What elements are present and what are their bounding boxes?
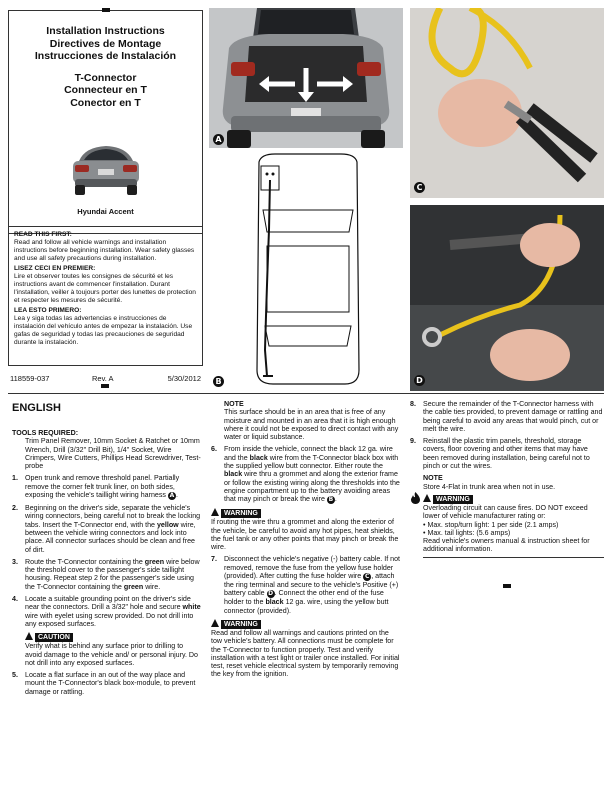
step-3-number: 3. <box>12 557 18 566</box>
fire-icon <box>410 492 421 504</box>
step-9 <box>410 437 604 470</box>
read-first-fr-text: Lire et observer toutes les consignes de sécurité et les instructions avant de commencer l'installation. Durant l'installation, veiller à toujours porter des lunettes de protection et respecter les mesures de sécurité. <box>14 273 196 304</box>
step-3-text-c: wire. <box>145 582 161 591</box>
section-divider <box>8 393 604 394</box>
note-2-label: NOTE <box>423 474 443 483</box>
step-4-text-b: wire with eyelet using screw provided. Do not drill into any exposed surfaces. <box>25 611 194 628</box>
figure-d-photo <box>410 205 604 391</box>
note-2-text: Store 4-Flat in trunk area when not in use. <box>423 482 556 491</box>
read-first-panel <box>8 226 203 366</box>
product-es: Conector en T <box>70 96 141 109</box>
step-5-number: 5. <box>12 671 18 680</box>
step-2-text-b: wire, between the vehicle wiring connectors and lock into place. All connector surfaces should be clean and free of dirt. <box>25 520 196 554</box>
step-8-number: 8. <box>410 400 416 408</box>
figure-d-ref: D <box>268 590 274 598</box>
binding-tab-right <box>503 584 511 588</box>
step-9-text: Reinstall the plastic trim panels, threshold, storage covers, floor covering and other items that may have been removed during installation, being careful not to pinch or cut the wires. <box>423 437 590 471</box>
figure-a-ref: A <box>169 492 175 500</box>
car-topview-diagram <box>209 150 403 390</box>
step-7-text-c: . Connect the other end of the fuse holder to the <box>224 589 384 607</box>
warning-triangle-icon <box>211 619 219 627</box>
warning-2-label: WARNING <box>221 620 261 629</box>
warning-2-text: Read and follow all warnings and cautions printed on the tow vehicle's battery. All connections must be complete for the T-Connector to function properly. Test and verify installation with a test light or trailer once installed. For initial test, reset vehicle electrical system by temporarily removing the key from the ignition. <box>211 628 400 679</box>
column-3 <box>410 400 604 558</box>
warning-3-bullet-1: • Max. stop/turn light: 1 per side (2.1 amps) <box>423 520 559 529</box>
title-fr: Directives de Montage <box>49 37 162 50</box>
warning-triangle-icon <box>211 508 219 516</box>
figure-b-diagram <box>209 150 403 390</box>
read-first-es-heading: LEA ESTO PRIMERO: <box>14 307 82 314</box>
product-fr: Connecteur en T <box>64 84 147 96</box>
caution-text: Verify what is behind any surface prior to drilling to avoid damage to the vehicle and/ or personal injury. Do not drill into any exposed surfaces. <box>25 642 198 667</box>
tools-text: Trim Panel Remover, 10mm Socket & Ratchet or 10mm Wrench, Drill (3/32" Drill Bit), 1/4" Socket, Wire Crimpers, Wire Cutters, Phillips Head Screwdriver, Test-probe <box>25 437 201 471</box>
warning-1-text: If routing the wire thru a grommet and along the exterior of the vehicle, be careful to avoid any hot pipes, heat shields, the fuel tank or any other points that may pinch or break the wire. <box>211 518 399 552</box>
step-6-color: black <box>249 453 268 462</box>
step-4-color: white <box>182 603 201 612</box>
step-6-text-b: wire from the T-Connector black box with the supplied yellow butt connector. Either route the <box>224 453 399 471</box>
figure-a-badge: A <box>213 134 224 145</box>
step-3 <box>12 558 202 591</box>
binding-tab <box>102 8 110 12</box>
step-3-text-a: Route the T-Connector containing the <box>25 557 143 566</box>
title-panel <box>8 10 203 234</box>
warning-triangle-icon <box>423 494 431 502</box>
read-first-fr-heading: LISEZ CECI EN PREMIER: <box>14 265 96 272</box>
warning-1-block <box>211 508 401 551</box>
step-7-number: 7. <box>211 555 217 564</box>
figure-a-photo <box>209 8 403 148</box>
language-heading: ENGLISH <box>12 402 61 414</box>
note-1-text: This surface should be in an area that is free of any moisture and mounted in an area that it is high enough where it could not be exposed to direct contact with any water or liquid substance. <box>224 408 399 442</box>
warning-3-label: WARNING <box>433 495 473 504</box>
step-1-text: Open trunk and remove threshold panel. Partially remove the corner felt trunk liner, on both sides, exposing the vehicle's taillight wiring harness <box>25 474 180 500</box>
revision: Rev. A <box>92 374 114 383</box>
vehicle-name: Hyundai Accent <box>77 207 134 216</box>
column-2 <box>211 400 401 683</box>
step-7-text-d: 12 ga. wire, using the yellow butt connector (provided). <box>224 598 389 615</box>
step-1-number: 1. <box>12 474 18 483</box>
warning-triangle-icon <box>25 632 33 640</box>
figure-b-badge: B <box>213 376 224 387</box>
tools-heading: TOOLS REQUIRED: <box>12 429 79 437</box>
caution-block <box>12 632 202 667</box>
warning-3-rule <box>423 557 604 558</box>
caution-label: CAUTION <box>35 633 73 642</box>
step-3-text-b: wire below the threshold cover to the passenger's side taillight housing. Repeat step 2 for the passenger's side using the T-Connector containing the <box>25 557 200 591</box>
step-7-color: black <box>265 598 284 607</box>
step-2-number: 2. <box>12 504 18 513</box>
note-1 <box>211 400 401 441</box>
step-2 <box>12 504 202 554</box>
warning-3-text: Overloading circuit can cause fires. DO NOT exceed lower of vehicle manufacturer rating or: <box>423 503 588 521</box>
warning-1-label: WARNING <box>221 509 261 518</box>
step-4 <box>12 595 202 628</box>
step-1: 1. Open trunk and remove threshold panel. Partially remove the corner felt trunk liner, on both sides, exposing the vehicle's taillight wiring harness A . <box>12 474 180 500</box>
step-3-color-2: green <box>123 582 144 591</box>
warning-3-block <box>410 494 604 558</box>
read-first-en-heading: READ THIS FIRST: <box>14 231 72 238</box>
part-number: 118559-037 <box>10 374 50 383</box>
figure-c-badge: C <box>414 182 425 193</box>
step-2-text-a: Beginning on the driver's side, separate the vehicle's wiring connectors, being careful not to break the locking tabs. Insert the T-Connector end, with the <box>25 504 201 529</box>
step-4-text-a: Locate a suitable grounding point on the driver's side near the connectors. Drill a 3/32" hole and secure <box>25 595 191 612</box>
step-6-number: 6. <box>211 445 217 454</box>
step-5-text: Locate a flat surface in an out of the way place and mount the T-Connector's black box-module, to prevent damage or rattling. <box>25 671 196 696</box>
ring-terminal-illustration <box>410 205 604 391</box>
step-6: 6. From inside the vehicle, connect the black 12 ga. wire and the black wire from the T-Connector black box with the supplied yellow butt connector. Either route the black wire thru a grommet and along the exterior frame or follow the existing wiring along the thresholds into the engine compartment up to the battery avoiding areas that may pinch or break the wire B . <box>211 445 400 504</box>
step-7 <box>211 555 401 614</box>
warning-3-bullet-2: • Max. tail lights: (5.6 amps) <box>423 528 511 537</box>
step-8 <box>410 400 604 433</box>
read-first-es-text: Lea y siga todas las advertencias e instrucciones de instalación del vehículo antes de empezar la instalación. Use gafas de seguridad y todas las precauciones de seguridad durante la instalación. <box>14 315 193 346</box>
binding-tab-middle <box>101 384 109 388</box>
step-8-text: Secure the remainder of the T-Connector harness with the cable ties provided, to prevent damage or rattling and being careful to avoid any areas that would pinch, cut or melt the wire. <box>423 400 603 433</box>
step-6-text-a: From inside the vehicle, connect the black 12 ga. wire and the <box>224 445 393 462</box>
figure-b-ref: B <box>328 496 334 504</box>
note-1-label: NOTE <box>224 400 244 408</box>
vehicle-rear-photo <box>65 139 147 199</box>
step-9-number: 9. <box>410 437 416 446</box>
revision-date: 5/30/2012 <box>167 374 201 383</box>
read-first-en-text: Read and follow all vehicle warnings and installation instructions before beginning installation. Wear safety glasses and use all safety precautions during installation. <box>14 239 195 262</box>
step-5 <box>12 671 202 696</box>
crimp-illustration <box>410 8 604 198</box>
step-2-color: yellow <box>156 520 179 529</box>
step-7-text-b: , attach the ring terminal and secure to the vehicle's Positive (+) battery cable <box>224 572 399 598</box>
warning-3-tail: Read vehicle's owners manual & instruction sheet for additional information. <box>423 537 590 554</box>
figure-d-badge: D <box>414 375 425 386</box>
column-1 <box>12 402 202 700</box>
title-es: Instrucciones de Instalación <box>34 50 177 62</box>
step-4-number: 4. <box>12 595 18 604</box>
product-en: T-Connector <box>74 71 137 84</box>
step-7-text-a: Disconnect the vehicle's negative (-) battery cable. If not removed, remove the fuse from the yellow fuse holder (provided). After cutting the fuse holder wire <box>224 555 401 581</box>
trunk-illustration <box>209 8 403 148</box>
figure-c-photo <box>410 8 604 198</box>
step-6-color-2: black <box>224 470 243 479</box>
figure-c-ref: C <box>365 573 370 581</box>
note-2 <box>410 474 604 491</box>
title-en: Installation Instructions <box>46 25 165 37</box>
step-6-text-c: wire thru a grommet and along the exterior frame or follow the existing wiring along the thresholds into the engine compartment up to the battery avoiding areas that may pinch or break the wire <box>224 470 400 504</box>
step-3-color: green <box>144 557 165 566</box>
warning-2-block <box>211 619 401 679</box>
